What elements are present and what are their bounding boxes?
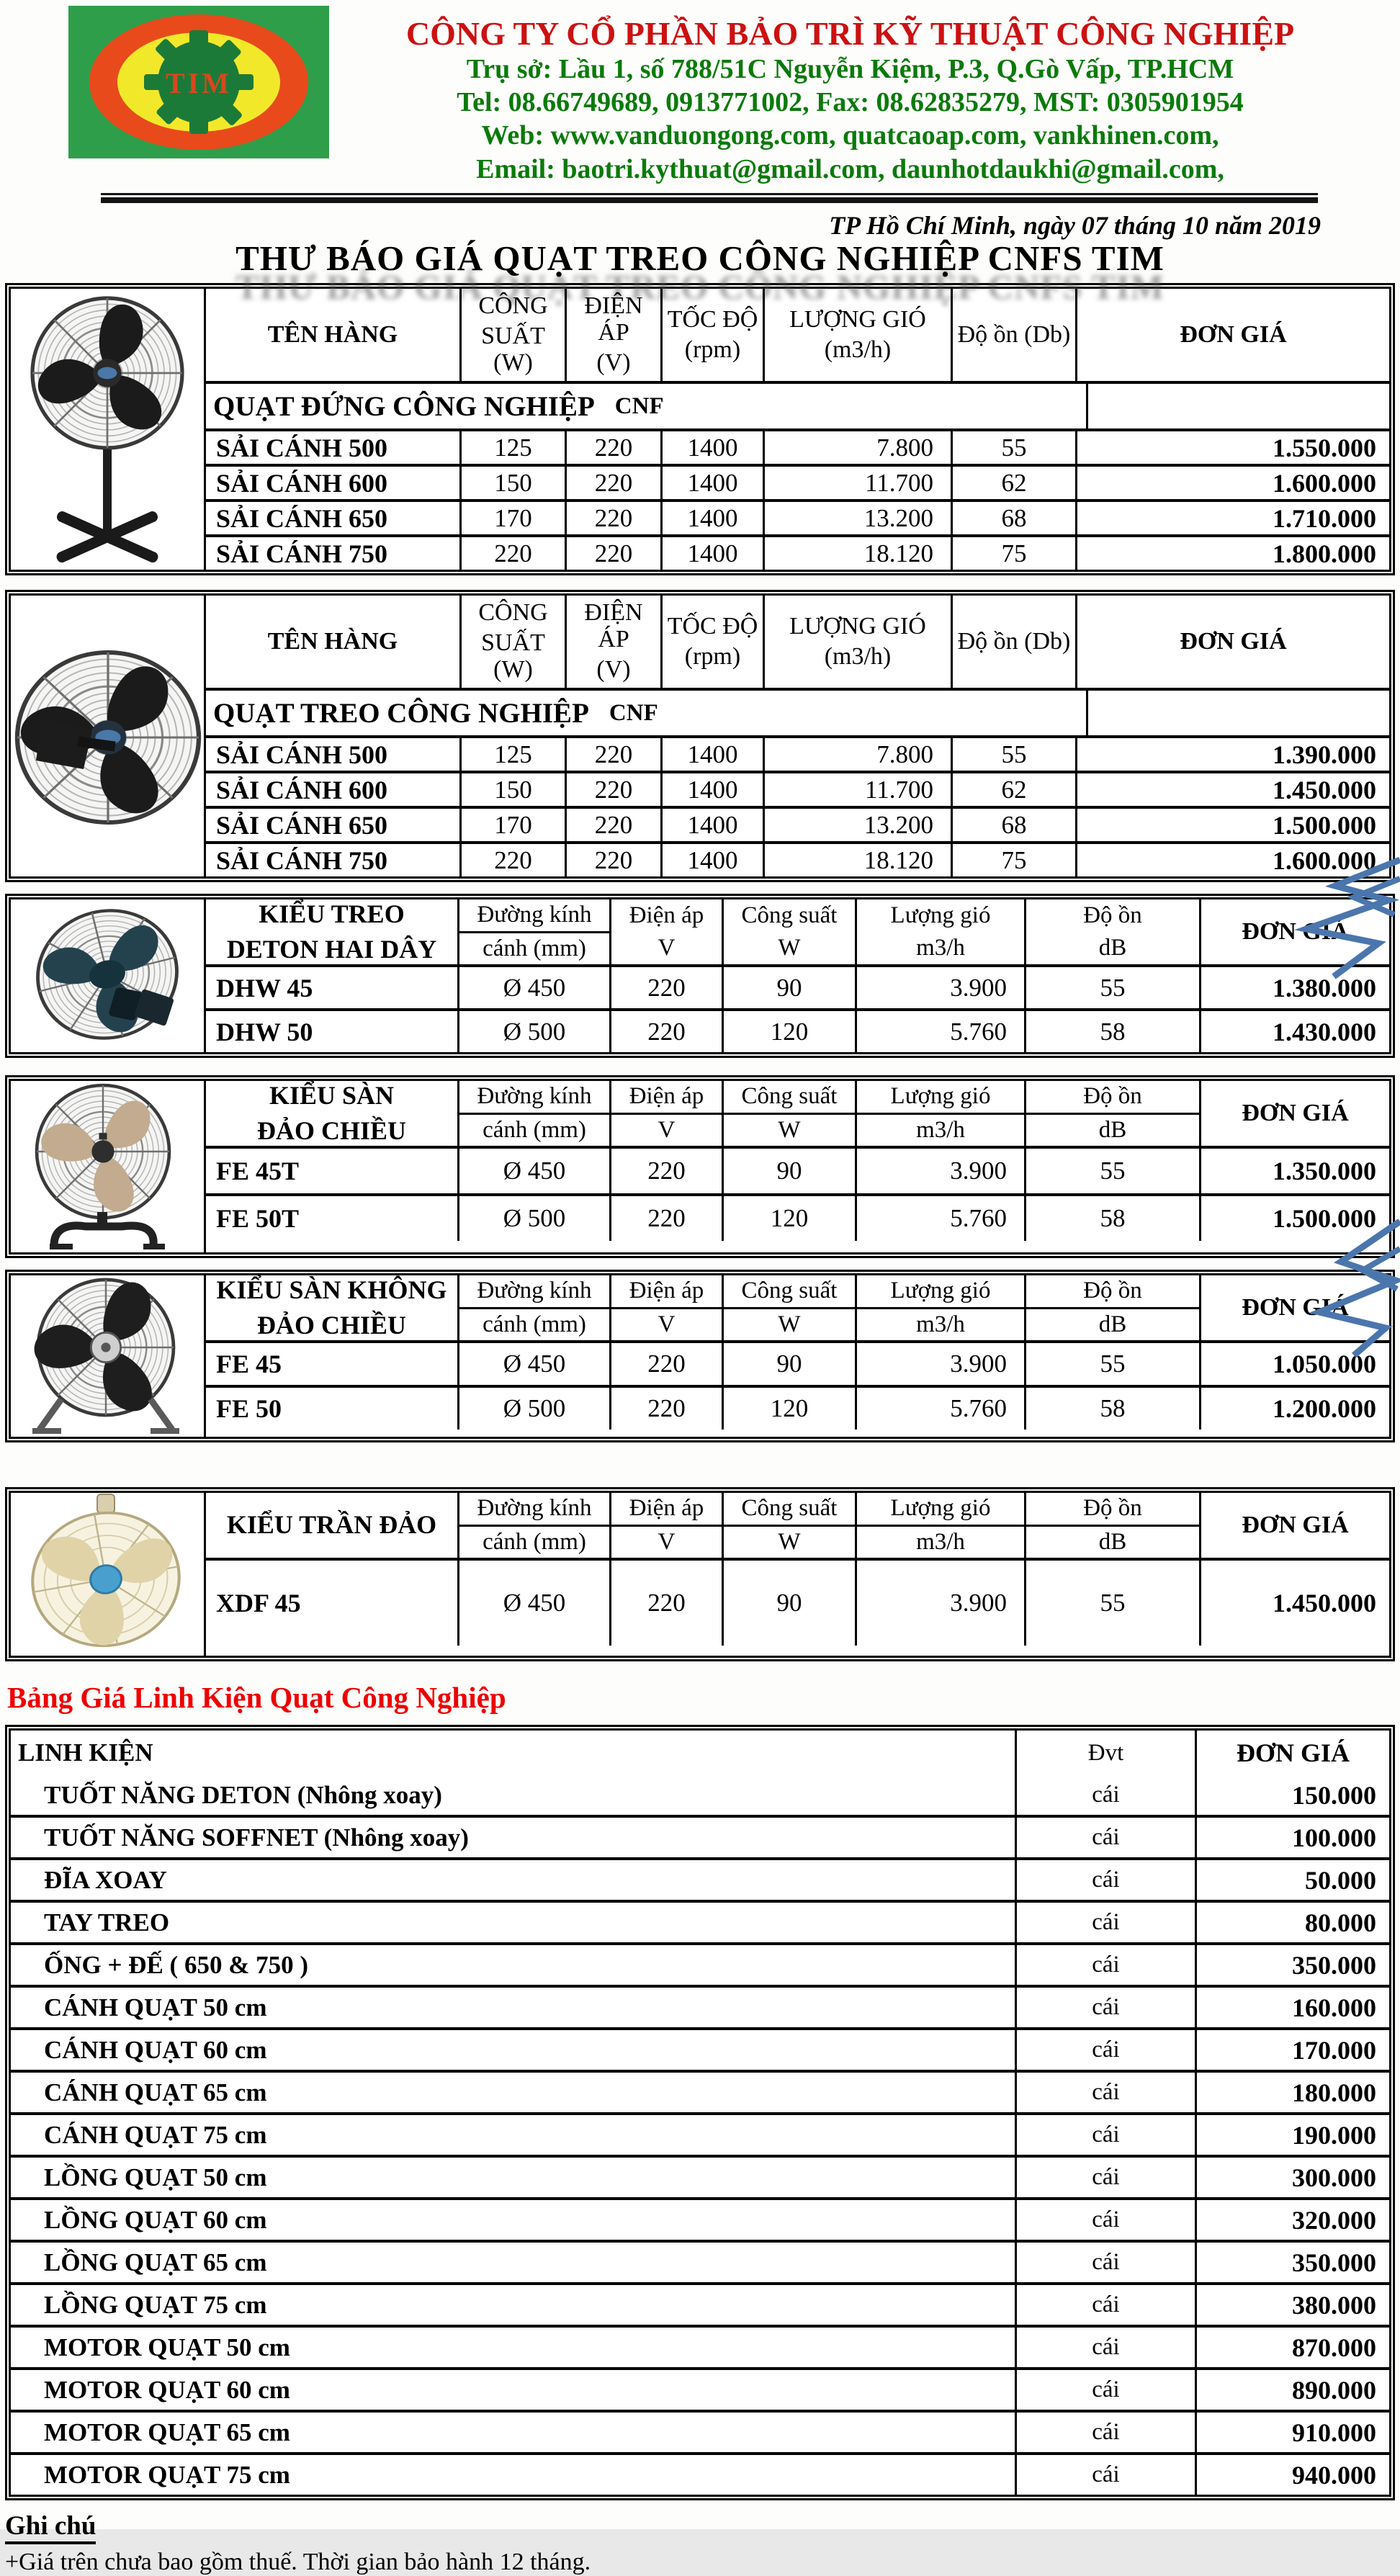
cell-part-name: MOTOR QUẠT 60 cm <box>44 2375 290 2404</box>
date-line: TP Hồ Chí Minh, ngày 07 tháng 10 năm 2019 <box>829 211 1321 241</box>
cell-part-price: 940.000 <box>1195 2455 1389 2495</box>
cell-power: 170 <box>459 809 565 841</box>
cell-noise: 55 <box>1024 1561 1199 1646</box>
cell-price: 1.500.000 <box>1075 809 1389 841</box>
cell-speed: 1400 <box>660 467 763 499</box>
cell-model: XDF 45 <box>216 1589 301 1618</box>
cell-part-unit: cái <box>1015 2030 1195 2070</box>
wall-fan-image <box>11 596 206 876</box>
col-cong-suat: Công suất W <box>722 1275 855 1340</box>
cell-part-price: 50.000 <box>1195 1860 1389 1900</box>
ceiling-fan-image <box>11 1493 206 1656</box>
parts-row <box>11 1815 1389 1857</box>
spec-row <box>206 806 1389 841</box>
col-luong-gio: Lượng gió m3/h <box>855 1275 1024 1340</box>
parts-rows <box>11 1775 1389 2495</box>
cell-part-price: 890.000 <box>1195 2370 1389 2410</box>
cell-part-name: TAY TREO <box>44 1908 170 1937</box>
cell-part-name: CÁNH QUẠT 50 cm <box>44 1993 267 2021</box>
cell-price: 1.350.000 <box>1199 1149 1389 1193</box>
cell-part-price: 180.000 <box>1195 2073 1389 2112</box>
cell-part-unit: cái <box>1015 2158 1195 2197</box>
parts-row <box>11 2325 1389 2367</box>
cell-name: SẢI CÁNH 750 <box>216 845 388 875</box>
cell-part-price: 870.000 <box>1195 2328 1389 2367</box>
cell-noise: 62 <box>951 467 1075 499</box>
col-don-gia: ĐƠN GIÁ <box>1199 1081 1389 1146</box>
cell-diameter: Ø 450 <box>457 1561 609 1646</box>
col-toc-do: TỐC ĐỘ (rpm) <box>660 289 763 381</box>
cell-noise: 55 <box>1024 967 1199 1008</box>
cell-part-name: LỒNG QUẠT 65 cm <box>44 2248 267 2276</box>
col-duong-kinh: Đường kính cánh (mm) <box>457 1493 609 1558</box>
cell-price: 1.550.000 <box>1075 431 1389 464</box>
cell-part-price: 350.000 <box>1195 2243 1389 2282</box>
cell-airflow: 11.700 <box>763 773 951 806</box>
parts-row <box>11 2367 1389 2410</box>
col-don-gia: ĐƠN GIÁ <box>1199 1275 1389 1340</box>
cell-model: FE 45T <box>216 1157 300 1186</box>
page-title: THƯ BÁO GIÁ QUẠT TREO CÔNG NGHIỆP CNFS TIM <box>235 238 1165 279</box>
col-dien-ap: Điện áp V <box>609 1493 722 1558</box>
col-luong-gio: Lượng gió m3/h <box>855 1081 1024 1146</box>
parts-row <box>11 2155 1389 2197</box>
col-duong-kinh: Đường kính cánh (mm) <box>457 1275 609 1340</box>
cell-power: 90 <box>722 1561 855 1646</box>
col-toc-do: TỐC ĐỘ (rpm) <box>660 596 763 688</box>
spec-header-row <box>206 899 1389 964</box>
cell-noise: 55 <box>1024 1149 1199 1193</box>
cell-power: 125 <box>459 738 565 771</box>
parts-row <box>11 2410 1389 2452</box>
cell-price: 1.600.000 <box>1075 844 1389 876</box>
spec-row <box>206 1008 1389 1052</box>
cell-part-name: CÁNH QUẠT 65 cm <box>44 2078 267 2106</box>
phone-line: Tel: 08.66749689, 0913771002, Fax: 08.62835279, MST: 0305901954 <box>457 86 1244 117</box>
cell-price: 1.500.000 <box>1199 1196 1389 1241</box>
cell-noise: 62 <box>951 773 1075 806</box>
col-do-on: Độ ồn dB <box>1024 899 1199 964</box>
notes-title: Ghi chú <box>5 2510 1400 2541</box>
cell-part-price: 350.000 <box>1195 1945 1389 1985</box>
col-cong-suat: CÔNG SUẤT (W) <box>459 289 565 381</box>
cell-part-name: LỒNG QUẠT 60 cm <box>44 2205 267 2234</box>
cell-part-price: 380.000 <box>1195 2285 1389 2325</box>
cell-voltage: 220 <box>565 467 660 499</box>
col-don-gia: ĐƠN GIÁ <box>1199 1493 1389 1558</box>
spec-header-row <box>206 596 1389 688</box>
cell-voltage: 220 <box>565 738 660 771</box>
table-wall-fans <box>5 590 1395 882</box>
cell-part-unit: cái <box>1015 1988 1195 2027</box>
cell-airflow: 13.200 <box>763 809 951 841</box>
hanging-fan-image <box>11 899 206 1052</box>
col-cong-suat: Công suất W <box>722 1081 855 1146</box>
cell-price: 1.200.000 <box>1199 1388 1389 1430</box>
col-cong-suat: Công suất W <box>722 899 855 964</box>
company-info <box>329 6 1371 186</box>
parts-row <box>11 1857 1389 1900</box>
spec-row <box>206 428 1389 464</box>
cell-diameter: Ø 450 <box>457 967 609 1008</box>
cell-part-price: 150.000 <box>1195 1775 1389 1815</box>
col-don-gia: ĐƠN GIÁ <box>1195 1731 1389 1775</box>
cell-name: SẢI CÁNH 500 <box>216 740 388 769</box>
cell-name: SẢI CÁNH 600 <box>216 775 388 804</box>
cell-part-unit: cái <box>1015 2328 1195 2367</box>
cell-airflow: 7.800 <box>763 431 951 464</box>
cell-power: 90 <box>722 967 855 1008</box>
spec-rows <box>206 1340 1389 1430</box>
cell-part-unit: cái <box>1015 2115 1195 2155</box>
cell-voltage: 220 <box>565 773 660 806</box>
spec-rows <box>206 428 1389 570</box>
col-kieu: KIỂU SÀN ĐẢO CHIỀU <box>256 1080 407 1146</box>
cell-price: 1.450.000 <box>1199 1561 1389 1646</box>
parts-row <box>11 2112 1389 2155</box>
parts-heading: Bảng Giá Linh Kiện Quạt Công Nghiệp <box>7 1681 506 1715</box>
cell-diameter: Ø 500 <box>457 1388 609 1430</box>
table-floor-fixed <box>5 1270 1395 1442</box>
cell-part-unit: cái <box>1015 2200 1195 2240</box>
cell-voltage: 220 <box>609 1149 722 1193</box>
parts-row <box>11 2282 1389 2325</box>
cell-model: FE 45 <box>216 1350 282 1379</box>
header-divider <box>101 193 1318 203</box>
cell-price: 1.430.000 <box>1199 1011 1389 1052</box>
table-standing-fans <box>5 283 1395 575</box>
cell-voltage: 220 <box>609 1343 722 1385</box>
parts-header-row <box>11 1731 1389 1775</box>
parts-row <box>11 2197 1389 2240</box>
cell-part-name: MOTOR QUẠT 50 cm <box>44 2333 290 2361</box>
col-cong-suat: CÔNG SUẤT (W) <box>459 596 565 688</box>
cell-part-unit: cái <box>1015 2455 1195 2495</box>
spec-row <box>206 1385 1389 1430</box>
cell-price: 1.380.000 <box>1199 967 1389 1008</box>
col-do-on: Độ ồn dB <box>1024 1081 1199 1146</box>
spec-row <box>206 841 1389 876</box>
cell-noise: 58 <box>1024 1011 1199 1052</box>
cell-name: SẢI CÁNH 650 <box>216 810 388 840</box>
cell-diameter: Ø 500 <box>457 1196 609 1241</box>
col-duong-kinh: Đường kính cánh (mm) <box>457 899 609 964</box>
cell-price: 1.450.000 <box>1075 773 1389 806</box>
cell-power: 125 <box>459 431 565 464</box>
cell-airflow: 5.760 <box>855 1196 1024 1241</box>
parts-row <box>11 1942 1389 1985</box>
cell-diameter: Ø 500 <box>457 1011 609 1052</box>
cell-part-price: 320.000 <box>1195 2200 1389 2240</box>
cell-part-unit: cái <box>1015 2413 1195 2452</box>
col-kieu: KIỂU TRẦN ĐẢO <box>226 1510 437 1540</box>
col-dien-ap: Điện áp V <box>609 1275 722 1340</box>
blue-scribble-icon-1 <box>1293 854 1400 982</box>
spec-row <box>206 1340 1389 1385</box>
cell-price: 1.390.000 <box>1075 738 1389 771</box>
col-luong-gio: LƯỢNG GIÓ (m3/h) <box>763 596 951 688</box>
cell-model: FE 50 <box>216 1394 282 1424</box>
parts-row <box>11 2240 1389 2282</box>
parts-row <box>11 1775 1389 1815</box>
cell-airflow: 7.800 <box>763 738 951 771</box>
cell-price: 1.050.000 <box>1199 1343 1389 1385</box>
cell-part-price: 170.000 <box>1195 2030 1389 2070</box>
col-don-gia: ĐƠN GIÁ <box>1199 899 1389 964</box>
cell-voltage: 220 <box>609 1561 722 1646</box>
section-label: QUẠT TREO CÔNG NGHIỆP CNF <box>213 697 658 729</box>
cell-name: SẢI CÁNH 650 <box>216 503 388 533</box>
cell-power: 90 <box>722 1149 855 1193</box>
cell-part-unit: cái <box>1015 2285 1195 2325</box>
col-dien-ap: Điện áp V <box>609 899 722 964</box>
cell-power: 120 <box>722 1196 855 1241</box>
cell-part-name: MOTOR QUẠT 75 cm <box>44 2460 290 2489</box>
cell-price: 1.710.000 <box>1075 502 1389 534</box>
cell-noise: 75 <box>951 537 1075 570</box>
col-cong-suat: Công suất W <box>722 1493 855 1558</box>
col-dvt: Đvt <box>1015 1731 1195 1775</box>
section-row <box>206 381 1389 428</box>
col-kieu: KIỂU SÀN KHÔNG ĐẢO CHIỀU <box>216 1275 447 1340</box>
col-do-on: Độ ồn dB <box>1024 1275 1199 1340</box>
parts-row <box>11 2027 1389 2070</box>
cell-voltage: 220 <box>609 1388 722 1430</box>
parts-row <box>11 2070 1389 2112</box>
spec-row <box>206 964 1389 1008</box>
cell-part-name: ỐNG + ĐẾ ( 650 & 750 ) <box>44 1950 309 1979</box>
cell-airflow: 18.120 <box>763 844 951 876</box>
cell-voltage: 220 <box>609 967 722 1008</box>
cell-noise: 55 <box>951 431 1075 464</box>
cell-noise: 58 <box>1024 1196 1199 1241</box>
col-do-on: Độ ồn (Db) <box>951 289 1075 381</box>
cell-part-unit: cái <box>1015 2073 1195 2112</box>
letterhead <box>0 0 1400 186</box>
cell-part-name: CÁNH QUẠT 60 cm <box>44 2035 267 2064</box>
section-row <box>206 688 1389 735</box>
cell-power: 90 <box>722 1343 855 1385</box>
col-kieu: KIỂU TREO DETON HAI DÂY <box>226 899 437 964</box>
cell-model: DHW 45 <box>216 973 313 1002</box>
cell-part-unit: cái <box>1015 2243 1195 2282</box>
cell-model: FE 50T <box>216 1204 300 1234</box>
cell-diameter: Ø 450 <box>457 1149 609 1193</box>
col-don-gia: ĐƠN GIÁ <box>1075 289 1389 381</box>
col-dien-ap: ĐIỆN ÁP (V) <box>565 289 660 381</box>
cell-price: 1.600.000 <box>1075 467 1389 499</box>
cell-part-name: TUỐT NĂNG SOFFNET (Nhông xoay) <box>44 1823 469 1852</box>
col-luong-gio: Lượng gió m3/h <box>855 1493 1024 1558</box>
cell-part-price: 80.000 <box>1195 1903 1389 1942</box>
spec-row <box>206 1193 1389 1241</box>
cell-name: SẢI CÁNH 750 <box>216 539 388 568</box>
col-luong-gio: Lượng gió m3/h <box>855 899 1024 964</box>
col-do-on: Độ ồn dB <box>1024 1493 1199 1558</box>
cell-speed: 1400 <box>660 738 763 771</box>
cell-noise: 75 <box>951 844 1075 876</box>
col-duong-kinh: Đường kính cánh (mm) <box>457 1081 609 1146</box>
spec-rows <box>206 735 1389 876</box>
cell-speed: 1400 <box>660 431 763 464</box>
table-ceiling-orbit <box>5 1487 1395 1661</box>
cell-airflow: 3.900 <box>855 1561 1024 1646</box>
cell-name: SẢI CÁNH 500 <box>216 433 388 462</box>
address-line: Trụ sở: Lầu 1, số 788/51C Nguyễn Kiệm, P.3, Q.Gò Vấp, TP.HCM <box>466 53 1234 84</box>
col-do-on: Độ ồn (Db) <box>951 596 1075 688</box>
cell-power: 120 <box>722 1011 855 1052</box>
cell-airflow: 18.120 <box>763 537 951 570</box>
cell-power: 150 <box>459 773 565 806</box>
cell-voltage: 220 <box>565 809 660 841</box>
col-dien-ap: Điện áp V <box>609 1081 722 1146</box>
cell-price: 1.800.000 <box>1075 537 1389 570</box>
email-line: Email: baotri.kythuat@gmail.com, daunhotdaukhi@gmail.com, <box>476 153 1224 184</box>
cell-voltage: 220 <box>565 431 660 464</box>
cell-airflow: 3.900 <box>855 1343 1024 1385</box>
table-floor-reversible <box>5 1075 1395 1258</box>
cell-airflow: 5.760 <box>855 1388 1024 1430</box>
spec-rows <box>206 1558 1389 1646</box>
cell-part-unit: cái <box>1015 1945 1195 1985</box>
cell-part-price: 300.000 <box>1195 2158 1389 2197</box>
col-luong-gio: LƯỢNG GIÓ (m3/h) <box>763 289 951 381</box>
cell-voltage: 220 <box>565 844 660 876</box>
section-label: QUẠT ĐỨNG CÔNG NGHIỆP CNF <box>213 390 664 422</box>
cell-speed: 1400 <box>660 809 763 841</box>
cell-part-name: TUỐT NĂNG DETON (Nhông xoay) <box>44 1780 442 1809</box>
cell-speed: 1400 <box>660 502 763 534</box>
cell-part-price: 190.000 <box>1195 2115 1389 2155</box>
spec-header-row <box>206 1081 1389 1146</box>
cell-noise: 55 <box>951 738 1075 771</box>
spec-row <box>206 1146 1389 1193</box>
spec-header-row <box>206 1493 1389 1558</box>
cell-part-name: LỒNG QUẠT 75 cm <box>44 2290 267 2319</box>
cell-part-price: 910.000 <box>1195 2413 1389 2452</box>
cell-power: 120 <box>722 1388 855 1430</box>
company-name: CÔNG TY CỔ PHẦN BẢO TRÌ KỸ THUẬT CÔNG NGHIỆP <box>405 15 1295 52</box>
cell-airflow: 13.200 <box>763 502 951 534</box>
company-logo <box>68 6 329 158</box>
parts-row <box>11 2452 1389 2495</box>
cell-airflow: 3.900 <box>855 1149 1024 1193</box>
cell-diameter: Ø 450 <box>457 1343 609 1385</box>
cell-part-price: 160.000 <box>1195 1988 1389 2027</box>
spec-row <box>206 464 1389 499</box>
cell-part-unit: cái <box>1015 1818 1195 1857</box>
parts-table <box>5 1725 1395 2500</box>
spec-row <box>206 499 1389 534</box>
col-dien-ap: ĐIỆN ÁP (V) <box>565 596 660 688</box>
cell-airflow: 5.760 <box>855 1011 1024 1052</box>
logo-text: TIM <box>166 67 232 99</box>
cell-voltage: 220 <box>565 502 660 534</box>
floor-fan-image <box>11 1275 206 1437</box>
parts-row <box>11 1900 1389 1942</box>
spec-row <box>206 735 1389 771</box>
blue-scribble-icon-2 <box>1312 1220 1400 1358</box>
cell-part-unit: cái <box>1015 1775 1195 1815</box>
cell-speed: 1400 <box>660 844 763 876</box>
cell-part-name: ĐĨA XOAY <box>44 1865 167 1894</box>
section-price-empty <box>1086 691 1389 735</box>
spec-row <box>206 1558 1389 1646</box>
spec-row <box>206 534 1389 570</box>
cell-part-name: LỒNG QUẠT 50 cm <box>44 2163 267 2191</box>
cell-part-unit: cái <box>1015 1903 1195 1942</box>
cell-power: 170 <box>459 502 565 534</box>
cell-noise: 58 <box>1024 1388 1199 1430</box>
cell-part-unit: cái <box>1015 1860 1195 1900</box>
col-ten-hang: TÊN HÀNG <box>267 321 398 349</box>
cell-power: 220 <box>459 537 565 570</box>
spec-rows <box>206 964 1389 1052</box>
cell-speed: 1400 <box>660 773 763 806</box>
col-ten-hang: TÊN HÀNG <box>267 628 398 655</box>
cell-airflow: 11.700 <box>763 467 951 499</box>
cell-power: 150 <box>459 467 565 499</box>
cell-part-name: MOTOR QUẠT 65 cm <box>44 2418 290 2446</box>
cell-voltage: 220 <box>609 1011 722 1052</box>
cell-speed: 1400 <box>660 537 763 570</box>
cell-part-name: CÁNH QUẠT 75 cm <box>44 2120 267 2149</box>
spec-header-row <box>206 289 1389 381</box>
cell-model: DHW 50 <box>216 1017 313 1046</box>
section-price-empty <box>1086 384 1389 428</box>
cell-voltage: 220 <box>565 537 660 570</box>
cell-airflow: 3.900 <box>855 967 1024 1008</box>
cell-noise: 68 <box>951 502 1075 534</box>
cell-part-price: 100.000 <box>1195 1818 1389 1857</box>
cell-power: 220 <box>459 844 565 876</box>
spec-header-row <box>206 1275 1389 1340</box>
notes-text: +Giá trên chưa bao gồm thuế. Thời gian bảo hành 12 tháng. <box>5 2549 591 2576</box>
cell-part-unit: cái <box>1015 2370 1195 2410</box>
col-linh-kien: LINH KIỆN <box>18 1738 153 1767</box>
floor-fan-reversible-image <box>11 1081 206 1252</box>
standing-fan-image <box>11 289 206 570</box>
parts-row <box>11 1985 1389 2027</box>
table-deton-hanging <box>5 894 1395 1058</box>
cell-noise: 68 <box>951 809 1075 841</box>
web-line: Web: www.vanduongong.com, quatcaoap.com, vankhinen.com, <box>481 120 1219 151</box>
spec-row <box>206 771 1389 806</box>
cell-noise: 55 <box>1024 1343 1199 1385</box>
col-don-gia: ĐƠN GIÁ <box>1075 596 1389 688</box>
cell-voltage: 220 <box>609 1196 722 1241</box>
cell-name: SẢI CÁNH 600 <box>216 468 388 498</box>
spec-rows <box>206 1146 1389 1241</box>
